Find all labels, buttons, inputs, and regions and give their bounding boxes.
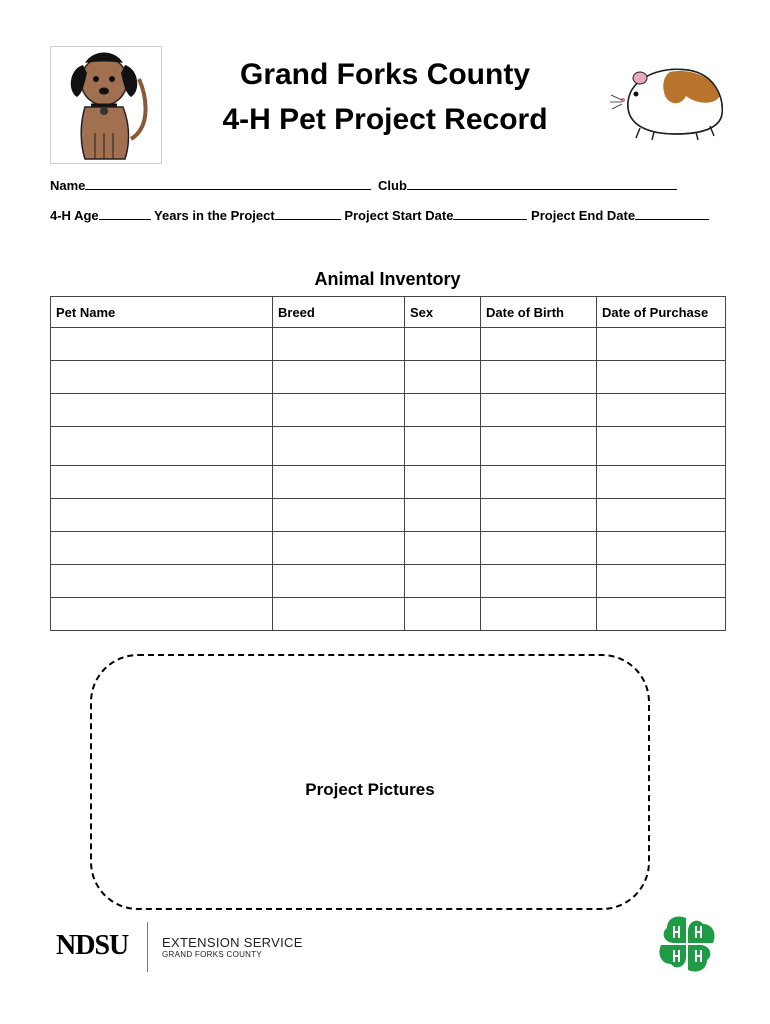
table-cell[interactable]	[273, 532, 405, 565]
table-cell[interactable]	[273, 466, 405, 499]
col-breed: Breed	[273, 297, 405, 328]
table-cell[interactable]	[481, 361, 597, 394]
table-cell[interactable]	[481, 328, 597, 361]
start-date-label: Project Start Date	[344, 208, 454, 223]
table-cell[interactable]	[597, 532, 726, 565]
table-cell[interactable]	[405, 598, 481, 631]
end-date-label: Project End Date	[531, 208, 636, 223]
start-date-field[interactable]	[453, 219, 527, 220]
county-text: GRAND FORKS COUNTY	[162, 950, 263, 959]
table-cell[interactable]	[51, 598, 273, 631]
table-cell[interactable]	[273, 394, 405, 427]
table-cell[interactable]	[405, 361, 481, 394]
table-header-row	[51, 297, 726, 328]
table-cell[interactable]	[405, 466, 481, 499]
form-line-name-club	[50, 178, 677, 193]
table-cell[interactable]	[273, 328, 405, 361]
table-cell[interactable]	[51, 427, 273, 466]
table-cell[interactable]	[405, 328, 481, 361]
table-row	[51, 532, 726, 565]
table-row	[51, 499, 726, 532]
age-label: 4-H Age	[50, 208, 99, 223]
footer-divider	[147, 922, 148, 972]
table-cell[interactable]	[273, 565, 405, 598]
table-cell[interactable]	[597, 565, 726, 598]
table-cell[interactable]	[405, 394, 481, 427]
name-label: Name	[50, 178, 86, 193]
clover-icon	[655, 912, 719, 976]
table-cell[interactable]	[51, 565, 273, 598]
age-field[interactable]	[99, 219, 151, 220]
table-cell[interactable]	[597, 361, 726, 394]
table-row	[51, 394, 726, 427]
table-row	[51, 565, 726, 598]
table-cell[interactable]	[481, 466, 597, 499]
col-date-of-birth: Date of Birth	[481, 297, 597, 328]
hamster-icon	[610, 62, 728, 142]
inventory-table	[50, 296, 726, 631]
table-cell[interactable]	[481, 532, 597, 565]
page-title-line-2: 4-H Pet Project Record	[222, 103, 548, 136]
hamster-illustration	[610, 62, 728, 142]
table-cell[interactable]	[597, 427, 726, 466]
table-cell[interactable]	[481, 394, 597, 427]
form-line-dates	[50, 208, 709, 223]
table-cell[interactable]	[481, 499, 597, 532]
club-label: Club	[378, 178, 407, 193]
table-cell[interactable]	[597, 499, 726, 532]
table-cell[interactable]	[405, 499, 481, 532]
table-cell[interactable]	[481, 427, 597, 466]
table-cell[interactable]	[405, 532, 481, 565]
table-cell[interactable]	[51, 361, 273, 394]
table-cell[interactable]	[597, 466, 726, 499]
table-cell[interactable]	[51, 394, 273, 427]
project-pictures-area[interactable]	[90, 654, 650, 910]
col-sex: Sex	[405, 297, 481, 328]
table-cell[interactable]	[481, 565, 597, 598]
page-title-line-1: Grand Forks County	[239, 58, 531, 91]
ndsu-logo: NDSU	[56, 930, 129, 961]
inventory-title: Animal Inventory	[314, 269, 461, 289]
table-cell[interactable]	[597, 598, 726, 631]
club-field[interactable]	[407, 189, 677, 190]
table-row	[51, 361, 726, 394]
table-cell[interactable]	[405, 565, 481, 598]
table-cell[interactable]	[273, 427, 405, 466]
extension-service-text: EXTENSION SERVICE	[162, 935, 303, 950]
table-cell[interactable]	[51, 532, 273, 565]
4h-clover-logo	[655, 912, 719, 976]
table-cell[interactable]	[51, 466, 273, 499]
table-cell[interactable]	[51, 328, 273, 361]
table-cell[interactable]	[273, 499, 405, 532]
col-pet-name: Pet Name	[51, 297, 273, 328]
end-date-field[interactable]	[635, 219, 709, 220]
name-field[interactable]	[85, 189, 371, 190]
years-field[interactable]	[275, 219, 341, 220]
table-cell[interactable]	[51, 499, 273, 532]
table-row	[51, 598, 726, 631]
dog-illustration	[50, 46, 162, 164]
table-cell[interactable]	[481, 598, 597, 631]
table-row	[51, 466, 726, 499]
table-cell[interactable]	[273, 361, 405, 394]
project-pictures-label: Project Pictures	[305, 780, 435, 799]
table-row	[51, 427, 726, 466]
years-label: Years in the Project	[154, 208, 275, 223]
table-cell[interactable]	[597, 328, 726, 361]
table-cell[interactable]	[273, 598, 405, 631]
col-date-of-purchase: Date of Purchase	[597, 297, 726, 328]
table-cell[interactable]	[405, 427, 481, 466]
table-row	[51, 328, 726, 361]
table-cell[interactable]	[597, 394, 726, 427]
dog-icon	[51, 47, 161, 163]
